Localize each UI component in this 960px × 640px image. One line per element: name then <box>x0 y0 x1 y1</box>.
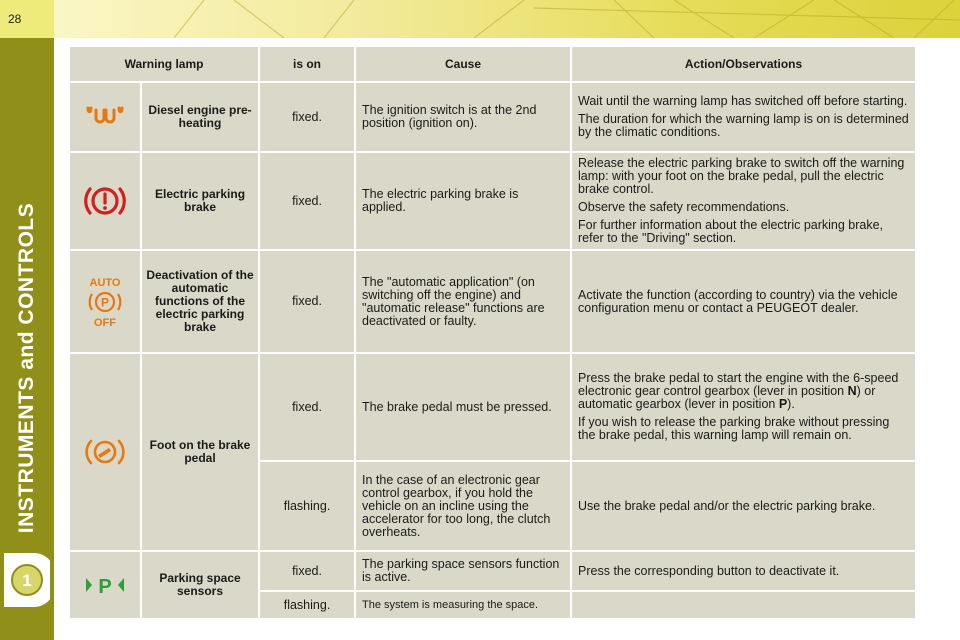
lamp-icon-cell <box>70 83 140 151</box>
cause-text: The parking space sensors function is active. <box>356 552 570 590</box>
header-band <box>54 0 960 38</box>
page-number: 28 <box>0 0 54 38</box>
decorative-lines <box>54 0 960 38</box>
auto-p-off-icon <box>83 276 127 328</box>
action-line: Press the corresponding button to deactivate it. <box>578 563 840 578</box>
lamp-name: Electric parking brake <box>142 153 258 249</box>
foot-on-brake-icon <box>85 436 125 468</box>
action-text <box>572 462 915 550</box>
action-line: Wait until the warning lamp has switched off before starting. <box>578 94 908 108</box>
lamp-name: Deactivation of the automatic functions of the electric parking brake <box>142 251 258 352</box>
action-line: Observe the safety recommendations. <box>578 200 790 214</box>
lamp-icon-cell <box>70 552 140 618</box>
gear-position-p: P <box>778 397 788 411</box>
gear-position-n: N <box>847 384 857 398</box>
warning-lamp-table <box>68 45 915 620</box>
action-line: Use the brake pedal and/or the electric parking brake. <box>578 498 876 513</box>
table-header-row <box>70 47 915 81</box>
empty-cell <box>572 592 915 618</box>
action-fragment: Press the brake pedal to start the engine with the 6-speed electronic gear control gearbox (lever in position <box>578 371 899 398</box>
lamp-icon-cell <box>70 251 140 352</box>
cause-text: The ignition switch is at the 2nd position (ignition on). <box>356 83 570 151</box>
header-action: Action/Observations <box>572 47 915 81</box>
table-row <box>70 153 915 249</box>
lamp-name: Diesel engine pre-heating <box>142 83 258 151</box>
is-on-value: fixed. <box>260 83 354 151</box>
chapter-number: 1 <box>22 571 32 590</box>
action-fragment: ) or automatic gearbox (lever in position <box>578 384 876 411</box>
header-cause: Cause <box>356 47 570 81</box>
table-row <box>70 552 915 590</box>
action-line: Release the electric parking brake to switch off the warning lamp: with your foot on the brake pedal, pull the electric brake control. <box>578 156 905 196</box>
svg-text:P: P <box>98 576 112 597</box>
lamp-icon-cell <box>70 354 140 550</box>
is-on-value: flashing. <box>260 592 354 618</box>
is-on-value: flashing. <box>260 462 354 550</box>
chapter-title: INSTRUMENTS and CONTROLS <box>15 202 38 534</box>
parking-brake-icon <box>84 184 126 218</box>
diesel-preheating-icon <box>85 104 125 130</box>
parking-sensors-icon <box>84 573 126 597</box>
action-line: The duration for which the warning lamp is on is determined by the climatic conditions. <box>578 112 909 139</box>
chapter-badge-icon <box>4 553 50 607</box>
action-line: For further information about the electric parking brake, refer to the "Driving" section. <box>578 218 884 245</box>
action-line <box>578 372 909 411</box>
is-on-value: fixed. <box>260 552 354 590</box>
table-row <box>70 83 915 151</box>
cause-text: The brake pedal must be pressed. <box>356 354 570 460</box>
cause-text: The "automatic application" (on switching off the engine) and "automatic release" functions are deactivated or faulty. <box>356 251 570 352</box>
header-warning-lamp: Warning lamp <box>70 47 258 81</box>
header-is-on: is on <box>260 47 354 81</box>
is-on-value: fixed. <box>260 153 354 249</box>
lamp-icon-cell <box>70 153 140 249</box>
p-label: P <box>100 295 110 309</box>
auto-label: AUTO <box>89 276 121 289</box>
lamp-name: Foot on the brake pedal <box>142 354 258 550</box>
action-text <box>572 354 915 460</box>
is-on-value: fixed. <box>260 354 354 460</box>
cause-text: The system is measuring the space. <box>356 592 570 618</box>
cause-text: The electric parking brake is applied. <box>356 153 570 249</box>
off-label: OFF <box>94 316 116 328</box>
chapter-sidebar <box>0 0 54 640</box>
action-line: If you wish to release the parking brake without pressing the brake pedal, this warning lamp will remain on. <box>578 415 890 442</box>
lamp-name: Parking space sensors <box>142 552 258 618</box>
is-on-value: fixed. <box>260 251 354 352</box>
action-text <box>572 153 915 249</box>
table-row <box>70 354 915 460</box>
action-line: Activate the function (according to country) via the vehicle configuration menu or contact a PEUGEOT dealer. <box>578 287 898 315</box>
action-fragment: ). <box>787 397 795 411</box>
action-text <box>572 251 915 352</box>
cause-text: In the case of an electronic gear control gearbox, if you hold the vehicle on an incline using the accelerator for too long, the clutch overheats. <box>356 462 570 550</box>
table-row <box>70 251 915 352</box>
action-text <box>572 83 915 151</box>
action-text <box>572 552 915 590</box>
